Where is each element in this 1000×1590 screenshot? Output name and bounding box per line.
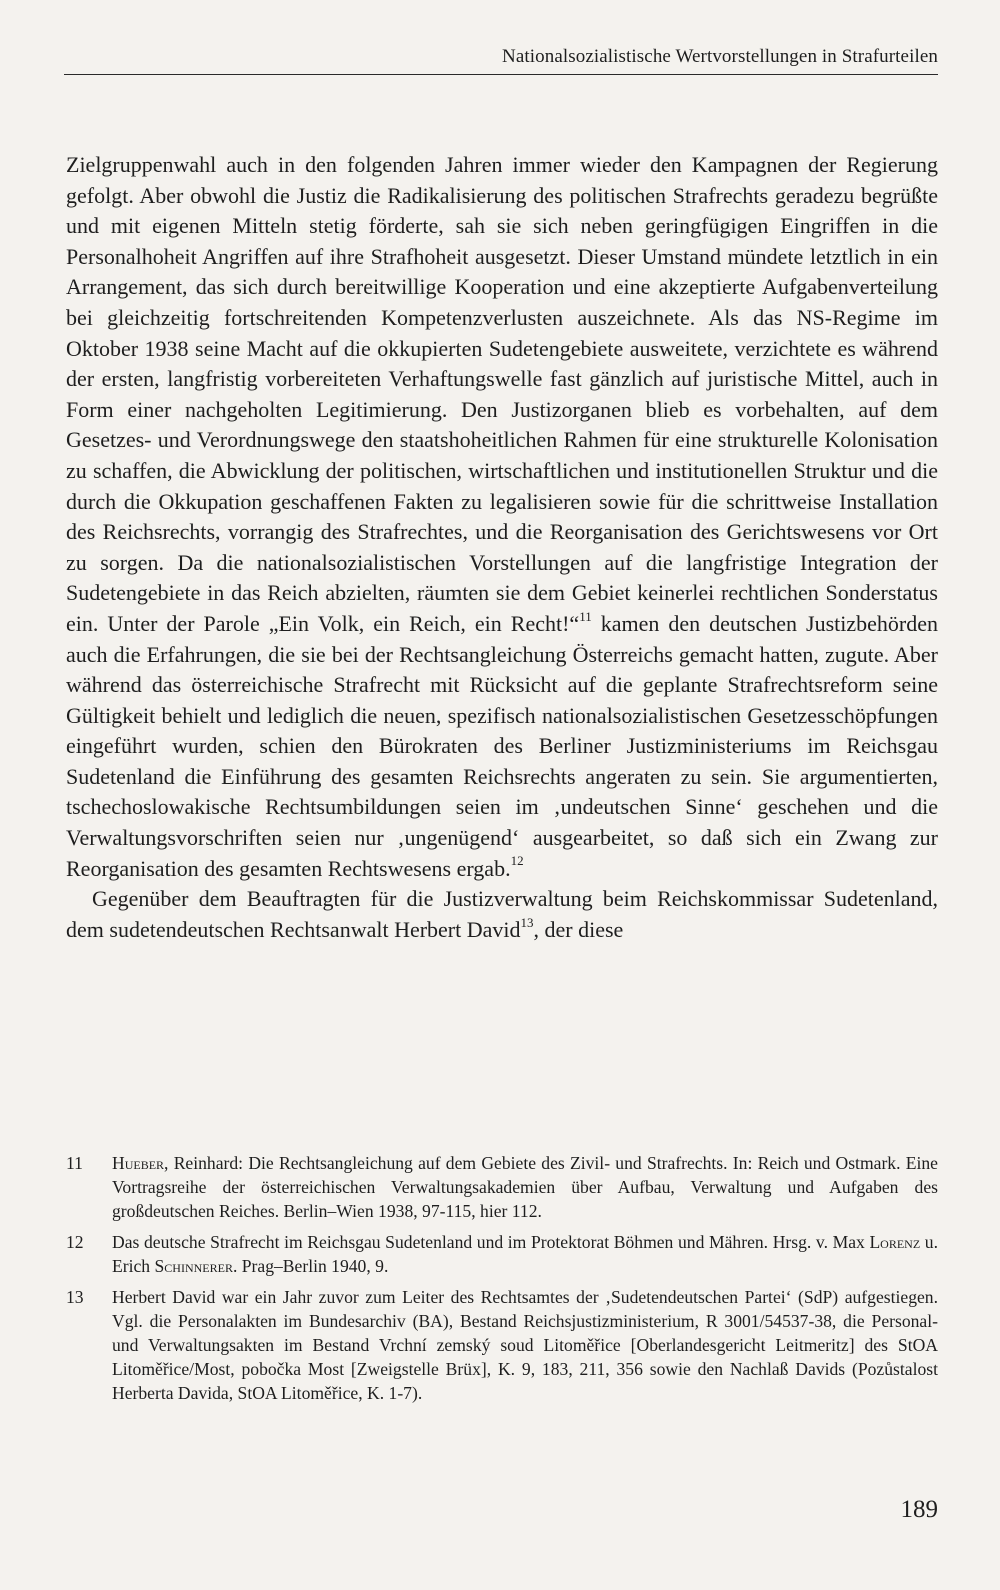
editor-name: Schinnerer [154, 1256, 233, 1276]
author-name: Hueber [112, 1153, 165, 1173]
footnote-text: Herbert David war ein Jahr zuvor zum Leiter des Rechtsamtes der ‚Sudetendeutschen Partei‘ (SdP) aufgestiegen. Vgl. die Personalakten im Bundesarchiv (BA), Bestand Reichsjustizministerium, R 3001/54537-38, die Personal- und Verwaltungsakten im Bestand Vrchní zemský soud Litoměřice [Oberlandesgericht Leitmeritz] des StOA Litoměřice/Most, pobočka Most [Zweigstelle Brüx], K. 9, 183, 211, 356 sowie den Nachlaß Davids (Pozůstalost Herberta Davida, StOA Litoměřice, K. 1-7). [112, 1287, 938, 1403]
footnote-text [112, 1230, 938, 1278]
editor-name: Lorenz [869, 1232, 921, 1252]
main-text [66, 150, 938, 945]
paragraph-2-part-a: Gegenüber dem Beauftragten für die Justizverwaltung beim Reichskommissar Sudetenland, dem sudetendeutschen Rechtsanwalt Herbert David [66, 886, 938, 942]
footnote-number: 13 [66, 1287, 84, 1307]
footnote-body: u. Erich [112, 1232, 938, 1276]
paragraph-1 [66, 150, 938, 884]
paragraph-1-part-a: Zielgruppenwahl auch in den folgenden Jahren immer wieder den Kampagnen der Regierung gefolgt. Aber obwohl die Justiz die Radikalisierung des politischen Strafrechts geradezu begrüßte und mit eigenen Mitteln stetig förderte, sah sie sich neben geringfügigen Eingriffen in die Personalhoheit Angriffen auf ihre Strafhoheit ausgesetzt. Dieser Umstand mündete letztlich in ein Arrangement, das sich durch bereitwillige Kooperation und eine akzeptierte Aufgabenverteilung bei gleichzeitig fortschreitenden Kompetenzverlusten auszeichnete. Als das NS-Regime im Oktober 1938 seine Macht auf die okkupierten Sudetengebiete ausweitete, verzichtete es während der ersten, langfristig vorbereiteten Verhaftungswelle fast gänzlich auf juristische Mittel, auch in Form einer nachgeholten Legitimierung. Den Justizorganen blieb es vorbehalten, auf dem Gesetzes- und Verordnungswege den staatshoheitlichen Rahmen für eine strukturelle Kolonisation zu schaffen, die Abwicklung der politischen, wirtschaftlichen und institutionellen Struktur und die durch die Okkupation geschaffenen Fakten zu legalisieren sowie für die schrittweise Installation des Reichsrechts, vorrangig des Strafrechtes, und die Reorganisation des Gerichtswesens vor Ort zu sorgen. Da die nationalsozialistischen Vorstellungen auf die langfristige Integration der Sudetengebiete in das Reich abzielten, räumten sie dem Gebiet keinerlei rechtlichen Sonderstatus ein. Unter der Parole „Ein Volk, ein Reich, ein Recht!“ [66, 152, 938, 636]
paragraph-2 [66, 884, 938, 945]
paragraph-1-part-b: kamen den deutschen Justizbehörden auch die Erfahrungen, die sie bei der Rechtsangleichung Österreichs gemacht hatten, zugute. Aber während das österreichische Strafrecht mit Rücksicht auf die geplante Strafrechtsreform seine Gültigkeit behielt und lediglich die neuen, spezifisch nationalsozialistischen Gesetzesschöpfungen eingeführt wurden, schien den Bürokraten des Berliner Justizministeriums im Reichsgau Sudetenland die Einführung des gesamten Reichsrechts angeraten zu sein. Sie argumentierten, tschechoslowakische Rechtsumbildungen seien im ‚undeutschen Sinne‘ geschehen und die Verwaltungsvorschriften seien nur ‚ungenügend‘ ausgearbeitet, so daß sich ein Zwang zur Reorganisation des gesamten Rechtswesens ergab. [66, 610, 938, 881]
footnote-body: . Prag–Berlin 1940, 9. [232, 1256, 389, 1276]
footnote-body: , Reinhard: Die Rechtsangleichung auf dem Gebiete des Zivil- und Strafrechts. In: Reich und Ostmark. Eine Vortragsreihe der österreichischen Verwaltungsakademien über Aufbau, Verwaltung und Aufgaben des großdeutschen Reiches. Berlin–Wien 1938, 97-115, hier 112. [112, 1153, 938, 1221]
footnotes [66, 1151, 938, 1412]
footnote-12 [66, 1230, 938, 1278]
running-head: Nationalsozialistische Wertvorstellungen in Strafurteilen [502, 46, 938, 67]
footnote-11 [66, 1151, 938, 1223]
footnote-ref-11[interactable]: 11 [579, 608, 592, 624]
footnote-ref-13[interactable]: 13 [520, 914, 534, 930]
footnote-13 [66, 1285, 938, 1405]
footnote-number: 11 [66, 1153, 83, 1173]
header-rule [64, 74, 938, 75]
footnote-ref-12[interactable]: 12 [510, 853, 524, 869]
paragraph-2-part-b: , der diese [533, 916, 624, 942]
footnote-text [112, 1151, 938, 1223]
page-number: 189 [900, 1496, 938, 1523]
footnote-body: Das deutsche Strafrecht im Reichsgau Sudetenland und im Protektorat Böhmen und Mähren. Hrsg. v. Max [112, 1232, 870, 1252]
footnote-number: 12 [66, 1232, 84, 1252]
